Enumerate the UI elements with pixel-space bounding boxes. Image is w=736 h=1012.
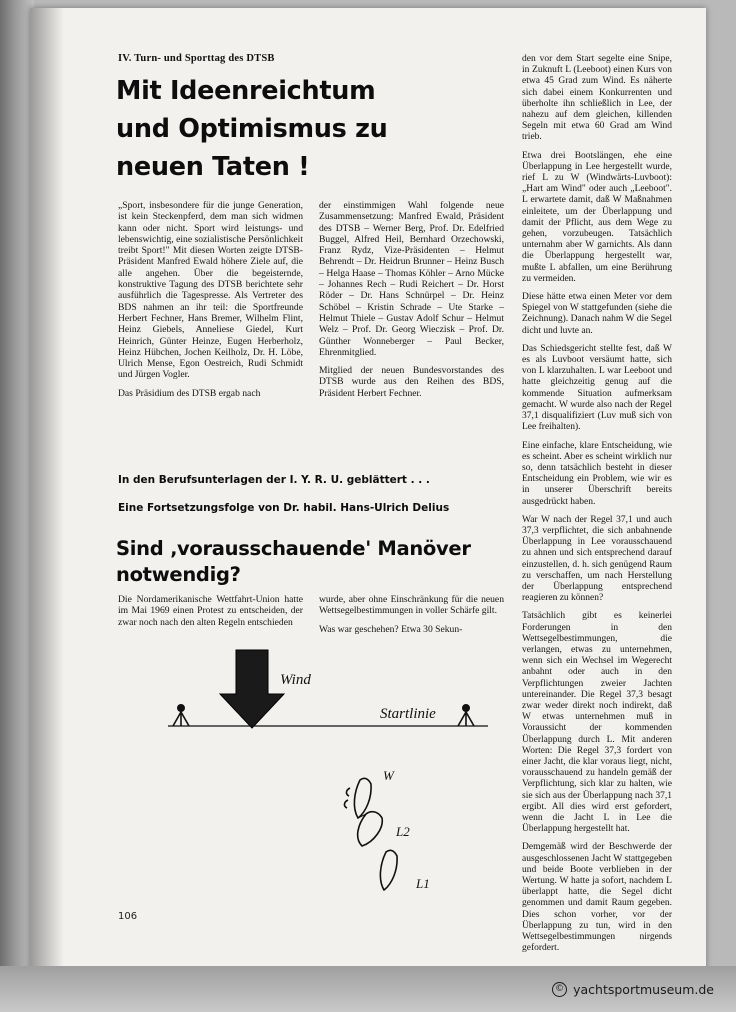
sailing-diagram bbox=[128, 628, 518, 908]
body-mid-paragraph-1: wurde, aber ohne Einschränkung für die neuen Wettsegelbestimmungen in voller Schärfe gilt. bbox=[319, 594, 504, 617]
headline-line-2: und Optimismus zu neuen Taten ! bbox=[116, 114, 388, 182]
body-mid-paragraph-2: Was war geschehen? Etwa 30 Sekun- bbox=[319, 623, 463, 635]
body-left-paragraph-1: Die Nordamerikanische Wettfahrt-Union hatte im Mai 1969 einen Protest zu entscheiden, der zwar noch nach den alten Regeln entschieden bbox=[118, 594, 303, 628]
diagram-svg bbox=[128, 628, 518, 908]
startline-label: Startlinie bbox=[380, 706, 436, 722]
right-paragraph-1: den vor dem Start segelte eine Snipe, in Zuknuft L (Leeboot) einen Kurs von etwa 45 Grad zum Wind. Es näherte sich dabei einem Konkurrenten und überholte ihn schließlich in Lee, der nahezu auf dem gleichen, killenden Segeln mit etwa 60 Grad am Wind trieb. bbox=[522, 54, 672, 143]
footer-bar bbox=[0, 966, 736, 1012]
right-paragraph-7: Tatsächlich gibt es keinerlei Forderungen in den Wettsegelbestimmungen, die verlangen, etwas zu unternehmen, wenn sich ein Wechsel im Wegerecht anbahnt oder auch in den Verpflichtungen zweier Jachten untereinander. Die Regel 37,3 besagt zwar weder direkt noch indirekt, daß W etwas unternehmen muß in Voraussicht der kommenden Überlappung durch L. Mit anderen Worten: Die Regel 37,3 fordert von einer Jacht, die klar voraus liegt, nicht, vorausschauend zu handeln gemäß der Verpflichtung, sich klar zu halten, wie sie sich aus der Überlappung nach 37,1 ergibt. All dies wird erst gefordert, wenn die Jacht L in Lee die Überlappung hergestellt hat. bbox=[522, 611, 672, 835]
body-column-right bbox=[522, 54, 672, 961]
author-byline: Eine Fortsetzungsfolge von Dr. habil. Hans-Ulrich Delius bbox=[118, 502, 450, 514]
right-paragraph-6: War W nach der Regel 37,1 und auch 37,3 verpflichtet, die sich anbahnende Überlappung in Lee vorausschauend zu ahnen und sich entsprechend darauf einzustellen, d. h. sich genügend Raum zu verschaffen, um nach Herstellung der Überlappung entsprechend reagieren zu können? bbox=[522, 514, 672, 604]
boat-l2-label: L2 bbox=[396, 824, 410, 839]
book-spine-shadow bbox=[0, 0, 34, 1012]
section-kicker: IV. Turn- und Sporttag des DTSB bbox=[118, 53, 275, 64]
right-paragraph-3: Diese hätte etwa einen Meter vor dem Spiegel von W stattgefunden (siehe die Zeichnung). Danach nahm W die Segel dicht und luvte an. bbox=[522, 292, 672, 336]
article-headline bbox=[116, 72, 476, 186]
lead-left-paragraph-1: „Sport, insbesondere für die junge Generation, ist kein Steckenpferd, dem man sich widmen kann oder nicht. Sport wird leistungs- und lebenswichtig, eine sozialistische Persönlichkeit treibt Sport!" Mit diesen Worten zeigte DTSB-Präsident Manfred Ewald höhere Ziele auf, die alle angehen. Über die begeisternde, konstruktive Tagung des DTSB berichtete sehr ausführlich die Tagespresse. Als Vertreter des BDS nahmen an ihr teil: die Sportfreunde Herbert Fechner, Hans Bremer, Wilhelm Flint, Heinz Giebels, Anneliese Giedel, Kurt Heinrich, Günter Heinze, Eugen Herberholz, Heinz Hübchen, Jochen Keilholz, Dr. H. Löbe, Ulrich Mense, Egon Oestreich, Rudi Schmidt und Jürgen Vogler. bbox=[118, 200, 303, 381]
lead-left-paragraph-2: Das Präsidium des DTSB ergab nach bbox=[118, 387, 261, 399]
start-mark-right bbox=[458, 705, 474, 726]
scanned-page bbox=[30, 8, 706, 974]
article-headline-2: Sind ‚vorausschauende' Manöver notwendig? bbox=[116, 537, 471, 586]
boat-l1 bbox=[380, 850, 397, 890]
lead-column-left bbox=[118, 200, 303, 406]
copyright-icon: © bbox=[552, 982, 567, 997]
right-paragraph-2: Etwa drei Bootslängen, ehe eine Überlappung in Lee hergestellt wurde, rief L zu W (Windwärts-Luvboot): „Hart am Wind" oder auch „Leeboot". L erwartete damit, daß W Maßnahmen einleitete, um der Überlappung und damit der Pflicht, aus dem Wege zu gehen, vorzubeugen. Tatsächlich unternahm aber W garnichts. Als dann die Überlappung hergestellt war, mußte L abfallen, um eine Berührung zu vermeiden. bbox=[522, 150, 672, 284]
right-paragraph-5: Eine einfache, klare Entscheidung, wie es scheint. Aber es scheint wirklich nur so, denn tatsächlich besteht in dieser Entscheidung ein Problem, wie wir es in unserer Überschrift bereits ausgedrückt haben. bbox=[522, 440, 672, 507]
boat-w-label: W bbox=[383, 768, 394, 783]
page-inner-shadow bbox=[30, 8, 64, 974]
series-subheading: In den Berufsunterlagen der I. Y. R. U. geblättert . . . bbox=[118, 474, 430, 486]
right-paragraph-8: Demgemäß wird der Beschwerde der ausgeschlossenen Jacht W stattgegeben und beide Boote verblieben in der Wertung. W hatte ja sofort, nachdem L überlappt hatte, die Segel dicht genommen und damit Raum gegeben. Dies schon vorher, vor der Überlappung zu tun, wird in den Wettsegelbestimmungen nirgends gefordert. bbox=[522, 842, 672, 954]
headline-line-1: Mit Ideenreichtum bbox=[116, 76, 376, 106]
page-number: 106 bbox=[118, 911, 138, 922]
lead-mid-paragraph-1: der einstimmigen Wahl folgende neue Zusammensetzung: Manfred Ewald, Präsident des DTSB – Werner Berg, Prof. Dr. Edelfried Buggel, Alfred Heil, Bernhard Orzechowski, Franz Rydz, Vize-Präsidenten – Helmut Behrendt – Dr. Heidrun Brunner – Heinz Busch – Helga Haase – Thomas Köhler – Arno Mücke – Johannes Rech – Rudi Reichert – Dr. Horst Röder – Dr. Hans Schnürpel – Dr. Heinz Schöbel – Kristin Schrade – Ute Starke – Helmut Thiele – Gustav Adolf Schur – Helmut Welz – Prof. Dr. Georg Wieczisk – Prof. Dr. Günther Wonneberger – Paul Becker, Ehrenmitglied. bbox=[319, 200, 504, 358]
boat-l1-label: L1 bbox=[416, 876, 430, 891]
lead-column-middle bbox=[319, 200, 504, 406]
credit-label: yachtsportmuseum.de bbox=[573, 981, 714, 997]
lead-mid-paragraph-2: Mitglied der neuen Bundesvorstandes des DTSB wurde aus den Reihen des BDS, Präsident Herbert Fechner. bbox=[319, 365, 504, 399]
boat-w bbox=[344, 778, 371, 818]
wind-arrow-icon bbox=[220, 650, 284, 728]
wind-label: Wind bbox=[280, 672, 311, 688]
watermark-credit bbox=[552, 982, 714, 997]
start-mark-left bbox=[173, 705, 189, 726]
right-paragraph-4: Das Schiedsgericht stellte fest, daß W es als Luvboot versäumt hatte, sich von L klarzuhalten. L war Leeboot und hatte gleichzeitig genug auf die kommende Situation aufmerksam gemacht. W wurde also nach der Regel 37,1 disqualifiziert (Luv muß sich von Lee freihalten). bbox=[522, 343, 672, 433]
